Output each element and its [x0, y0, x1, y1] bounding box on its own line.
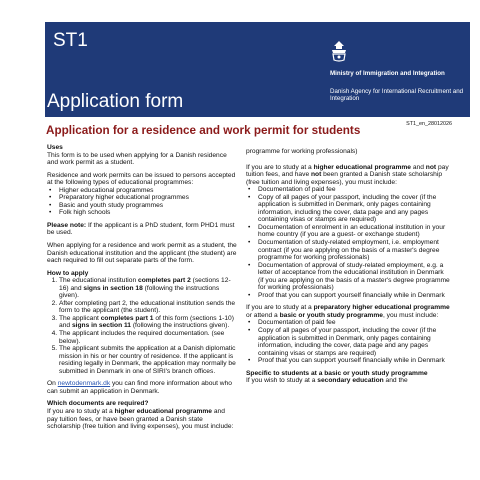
list-item: • Documentation of approval of study-related employment, e.g. a letter of acceptance from the educational institution in Denmark (if you are applying on the basis of a master's degree programme for working professionals): [258, 262, 451, 292]
institution-paragraph: When applying for a residence and work permit as a student, the Danish educational institution and the applicant (the student) are each required to fill out separate parts of the form.: [47, 242, 237, 265]
ministry-name: Ministry of Immigration and Integration: [330, 70, 445, 77]
version-code: ST1_en_28012026: [406, 121, 452, 127]
preparatory-doc-list: [246, 319, 451, 364]
ministry-block: [330, 70, 465, 103]
uses-paragraph: This form is to be used when applying for a Danish residence and work permit as a student.: [47, 151, 227, 167]
phd-note: Please note: If the applicant is a PhD student, form PHD1 must be used.: [47, 221, 235, 237]
list-item: • Documentation of enrolment in an educational institution in your home country (if you are a guest- or exchange student): [258, 224, 451, 239]
list-item: • Documentation of study-related employment, i.e. employment contract (if you are applying on the basis of a master's degree programme for working professionals): [258, 239, 451, 262]
left-column: [47, 144, 237, 436]
steps-list: [47, 277, 237, 375]
list-item: 4. The applicant includes the required documentation. (see below).: [59, 330, 237, 345]
form-label: Application form: [47, 91, 184, 112]
list-item: • Documentation of paid fee: [258, 319, 451, 327]
list-item: • Proof that you can support yourself financially while in Denmark: [258, 357, 451, 365]
list-item: • Proof that you can support yourself financially while in Denmark: [258, 292, 451, 300]
form-code: ST1: [53, 30, 88, 51]
list-item: 5. The applicant submits the application at a Danish diplomatic mission in his or her country of residence. If the applicant is residing legally in Denmark, the application may normally be submitted in Denmark in one of SIRI's branch offices.: [59, 345, 237, 375]
list-item: 2. After completing part 2, the educational institution sends the form to the applicant (the student).: [59, 300, 237, 315]
preparatory-paragraph: If you are to study at a preparatory higher educational programme or attend a basic or youth study programme, you must include:: [246, 304, 450, 319]
newtodenmark-link[interactable]: newtodenmark.dk: [57, 380, 111, 388]
agency-name: Danish Agency for International Recruitment and Integration: [330, 87, 464, 103]
info-paragraph: On newtodenmark.dk you can find more information about who can submit an application in Denmark.: [47, 380, 232, 395]
specific-paragraph: If you wish to study at a secondary education and the: [246, 377, 408, 385]
programme-list: [47, 187, 237, 217]
documents-paragraph: If you are to study at a higher educational programme and pay tuition fees, or have been granted a Danish state scholarship (free tuition and living expenses), you must include:: [47, 407, 234, 431]
page-title: Application for a residence and work permit for students: [46, 124, 361, 137]
list-item: • Folk high schools: [59, 209, 237, 217]
list-item: • Copy of all pages of your passport, including the cover (if the application is submitted in Denmark, only pages containing information, including the cover, data page and any pages containing visas or stamps are required): [258, 194, 451, 224]
list-item: • Basic and youth study programmes: [59, 202, 237, 210]
list-item: • Documentation of paid fee: [258, 186, 451, 194]
list-item: • Higher educational programmes: [59, 187, 237, 195]
right-column: [246, 148, 451, 390]
continued-text: programme for working professionals): [246, 148, 358, 155]
list-item: • Preparatory higher educational programmes: [59, 194, 237, 202]
uses-heading: Uses: [47, 144, 63, 151]
higher-education-paragraph: If you are to study at a higher educational programme and not pay tuition fees, and have not been granted a Danish state scholarship (free tuition and living expenses), you must include:: [246, 163, 449, 186]
list-item: 3. The applicant completes part 1 of this form (sections 1-10) and signs in section 11 (following the instructions given).: [59, 315, 237, 330]
list-item: 1. The educational institution completes part 2 (sections 12-16) and signs in section 18 (following the instructions given).: [59, 277, 237, 300]
crown-crest-icon: [330, 40, 348, 62]
specific-heading: Specific to students at a basic or youth study programme: [246, 369, 428, 377]
documents-heading: Which documents are required?: [47, 400, 149, 408]
uses-paragraph-2: Residence and work permits can be issued to persons accepted at the following types of educational programmes:: [47, 171, 236, 187]
list-item: • Copy of all pages of your passport, including the cover (if the application is submitted in Denmark, only pages containing information, including the cover, data page and any pages containing visas or stamps are required): [258, 327, 451, 357]
header-banner: [45, 22, 470, 117]
higher-education-doc-list: [246, 186, 451, 299]
how-to-apply-heading: How to apply: [47, 269, 89, 277]
